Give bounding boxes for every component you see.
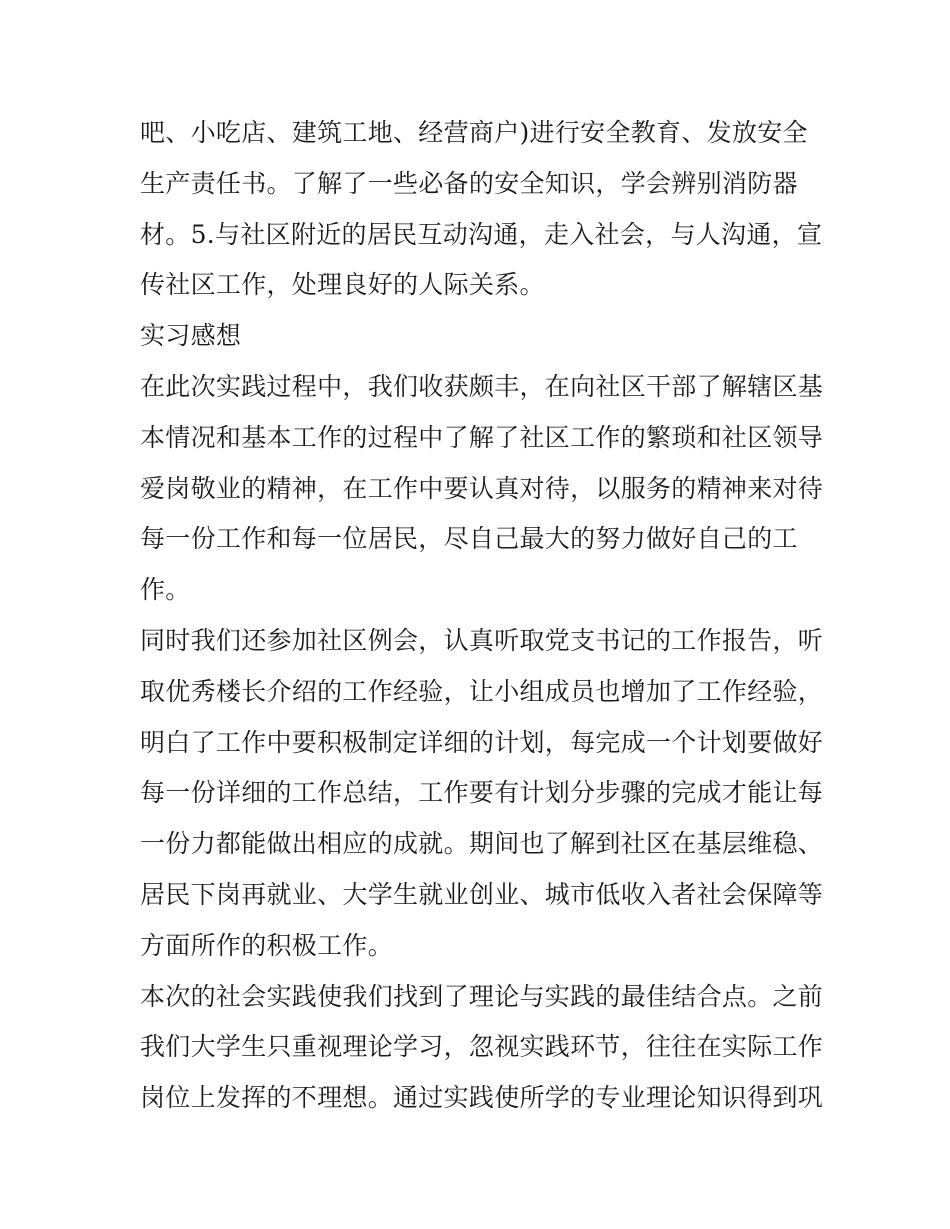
text-line: 本情况和基本工作的过程中了解了社区工作的繁琐和社区领导 (140, 422, 824, 452)
text-line: 每一份工作和每一位居民，尽自己最大的努力做好自己的工 (140, 524, 798, 554)
text-line: 方面所作的积极工作。 (140, 930, 394, 960)
text-line: 传社区工作，处理良好的人际关系。 (140, 270, 545, 300)
text-line: 取优秀楼长介绍的工作经验，让小组成员也增加了工作经验， (140, 676, 824, 706)
text-line: 明白了工作中要积极制定详细的计划，每完成一个计划要做好 (140, 727, 824, 757)
text-line: 同时我们还参加社区例会，认真听取党支书记的工作报告，听 (140, 625, 824, 655)
text-line: 材。5.与社区附近的居民互动沟通，走入社会，与人沟通，宣 (140, 219, 823, 249)
body-text (140, 108, 824, 1124)
text-line: 我们大学生只重视理论学习，忽视实践环节，往往在实际工作 (140, 1032, 824, 1062)
text-line: 生产责任书。了解了一些必备的安全知识，学会辨别消防器 (140, 168, 798, 198)
text-line: 吧、小吃店、建筑工地、经营商户)进行安全教育、发放安全 (140, 118, 808, 147)
text-line: 居民下岗再就业、大学生就业创业、城市低收入者社会保障等 (140, 879, 824, 909)
text-line: 每一份详细的工作总结，工作要有计划分步骤的完成才能让每 (140, 778, 824, 808)
text-line: 岗位上发挥的不理想。通过实践使所学的专业理论知识得到巩 (140, 1083, 824, 1113)
text-line: 爱岗敬业的精神，在工作中要认真对待，以服务的精神来对待 (140, 473, 824, 503)
text-line: 作。 (140, 575, 191, 605)
text-line: 一份力都能做出相应的成就。期间也了解到社区在基层维稳、 (140, 829, 824, 859)
section-heading: 实习感想 (140, 321, 242, 351)
text-line: 本次的社会实践使我们找到了理论与实践的最佳结合点。之前 (140, 981, 824, 1011)
text-line: 在此次实践过程中，我们收获颇丰，在向社区干部了解辖区基 (140, 371, 824, 401)
